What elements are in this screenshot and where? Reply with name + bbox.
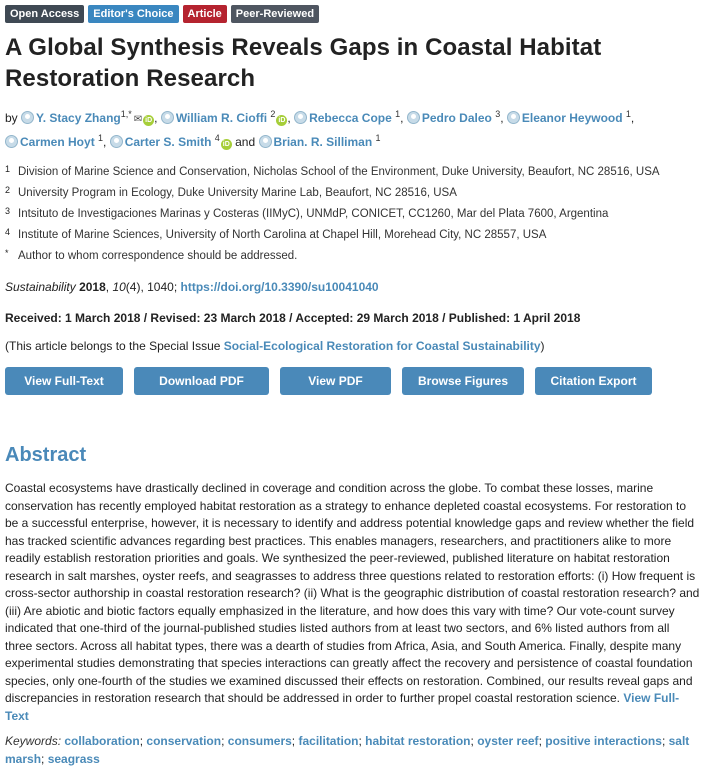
keyword-link[interactable]: conservation xyxy=(146,734,222,748)
author-sup: 1 xyxy=(98,133,104,143)
action-buttons xyxy=(5,367,700,395)
and-label: and xyxy=(235,135,256,149)
affiliation-item xyxy=(5,162,700,183)
badge-peer-reviewed[interactable]: Peer-Reviewed xyxy=(231,5,319,23)
citation-line: Sustainability 2018, 10(4), 1040; https://doi.org/10.3390/su10041040 xyxy=(5,280,379,294)
by-label: by xyxy=(5,111,18,125)
abstract-heading: Abstract xyxy=(5,444,87,466)
author-1[interactable] xyxy=(21,111,121,125)
keywords: Keywords: collaboration; conservation; consumers; facilitation; habitat restoration; oyster reef; positive interactions; salt marsh; seagrass xyxy=(5,734,690,766)
affiliation-text: Division of Marine Science and Conservation, Nicholas School of the Environment, Duke University, Beaufort, NC 28516, USA xyxy=(18,166,660,178)
affiliation-text: Intsituto de Investigaciones Marinas y Costeras (IIMyC), UNMdP, CONICET, CC1260, Mar del Plata 7600, Argentina xyxy=(18,208,609,220)
author-7[interactable] xyxy=(110,135,212,149)
affiliation-item xyxy=(5,246,700,267)
author-avatar-icon xyxy=(161,111,174,124)
author-name[interactable]: Pedro Daleo xyxy=(421,111,492,125)
affiliation-number: 1 xyxy=(5,164,11,174)
affiliation-number: 3 xyxy=(5,206,11,216)
download-pdf-button[interactable]: Download PDF xyxy=(134,367,269,395)
keyword-link[interactable]: habitat restoration xyxy=(365,734,471,748)
keyword-link[interactable]: positive interactions xyxy=(545,734,662,748)
author-sup: 4 xyxy=(214,133,220,143)
author-name[interactable]: William R. Cioffi xyxy=(175,111,268,125)
author-name[interactable]: Rebecca Cope xyxy=(309,111,392,125)
article-page xyxy=(5,5,700,768)
orcid-icon[interactable]: iD xyxy=(278,117,286,124)
author-3[interactable] xyxy=(294,111,392,125)
citation-volume: 10 xyxy=(112,280,126,294)
keyword-link[interactable]: seagrass xyxy=(47,752,100,766)
author-4[interactable] xyxy=(407,111,492,125)
citation-export-button[interactable]: Citation Export xyxy=(535,367,652,395)
affiliation-text: University Program in Ecology, Duke University Marine Lab, Beaufort, NC 28516, USA xyxy=(18,187,457,199)
abstract-body: Coastal ecosystems have drastically declined in coverage and condition across the globe. To combat these losses, marine conservation has recently employed habitat restoration as a strategy to enhance depleted coastal ecosystems. For restoration to be a successful enterprise, however, it is necessary to identify and address potential knowledge gaps and review whether the field has tracked scientific advances regarding best practices. This enables managers, researchers, and practitioners alike to more readily establish restoration priorities and goals. We synthesized the peer-reviewed, published literature on habitat restoration research in salt marshes, oyster reefs, and seagrasses to address three questions related to restoration efforts: (i) How frequent is cross-sector authorship in coastal restoration research? (ii) What is the geographic distribution of coastal restoration research? and (iii) Are abiotic and biotic factors equally emphasized in the literature, and how does this vary with time? Our vote-count survey indicated that one-third of the journal-published studies listed authors from at least two sectors, and 6% listed authors from all three sectors. Across all habitat types, there was a dearth of studies from Africa, Asia, and South America. Finally, despite many experimental studies demonstrating that species interactions can greatly affect the recovery and persistence of coastal foundation species, only one-fourth of the studies we examined discussed their effects on restoration. Combined, our results reveal gaps and discrepancies in restoration research that should be addressed in order to further propel coastal restoration science. xyxy=(5,481,700,705)
affiliations xyxy=(5,162,700,267)
affiliation-number: 2 xyxy=(5,185,11,195)
affiliation-text: Institute of Marine Sciences, University of North Carolina at Chapel Hill, Morehead City, NC 28557, USA xyxy=(18,229,547,241)
citation-issue-pages: (4), 1040; xyxy=(125,280,178,294)
author-avatar-icon xyxy=(21,111,34,124)
author-avatar-icon xyxy=(507,111,520,124)
author-6[interactable] xyxy=(5,135,95,149)
author-list: by Y. Stacy Zhang$^{1,*}$ ✉ iD , William R. Cioffi $^2$iD , Rebecca Cope $^1$, Pedro Daleo $^3$, Eleanor Heywood $^1$, Carmen Hoyt $^1$, Carter S. Smith $^4$iD and Brian. R. Silliman $^1$ xyxy=(5,109,635,149)
author-name[interactable]: Y. Stacy Zhang xyxy=(36,111,121,125)
keyword-link[interactable]: consumers xyxy=(227,734,292,748)
keyword-link[interactable]: collaboration xyxy=(64,734,140,748)
keyword-link[interactable]: oyster reef xyxy=(477,734,539,748)
badge-article: Article xyxy=(183,5,227,23)
author-avatar-icon xyxy=(110,135,123,148)
affiliation-number: 4 xyxy=(5,227,11,237)
author-avatar-icon xyxy=(5,135,18,148)
affiliation-item xyxy=(5,183,700,204)
view-pdf-button[interactable]: View PDF xyxy=(280,367,391,395)
orcid-icon[interactable]: iD xyxy=(145,117,153,124)
envelope-icon[interactable]: ✉ xyxy=(133,114,143,125)
affiliation-number: * xyxy=(5,248,9,258)
badge-open-access[interactable]: Open Access xyxy=(5,5,84,23)
publication-dates: Received: 1 March 2018 / Revised: 23 March 2018 / Accepted: 29 March 2018 / Published: 1 April 2018 xyxy=(5,311,581,325)
author-sup: 1 xyxy=(375,133,381,143)
author-name[interactable]: Brian. R. Silliman xyxy=(273,135,373,149)
affiliation-item xyxy=(5,204,700,225)
keywords-label: Keywords: xyxy=(5,734,62,748)
author-sup: 1 xyxy=(625,109,631,119)
author-name[interactable]: Eleanor Heywood xyxy=(521,111,623,125)
author-2[interactable] xyxy=(161,111,267,125)
journal-name: Sustainability xyxy=(5,280,76,294)
special-issue-prefix: (This article belongs to the Special Issue xyxy=(5,339,221,353)
abstract-text xyxy=(5,480,700,725)
article-title: A Global Synthesis Reveals Gaps in Coastal Habitat Restoration Research xyxy=(5,34,602,92)
author-sup: 2 xyxy=(270,109,276,119)
author-sup: 1,* xyxy=(120,109,132,119)
browse-figures-button[interactable]: Browse Figures xyxy=(402,367,524,395)
doi-link[interactable]: https://doi.org/10.3390/su10041040 xyxy=(180,280,379,294)
special-issue-note xyxy=(5,338,700,354)
affiliation-text: Author to whom correspondence should be addressed. xyxy=(18,250,298,262)
orcid-icon[interactable]: iD xyxy=(222,141,230,148)
special-issue-suffix: ) xyxy=(540,339,545,353)
affiliation-item xyxy=(5,225,700,246)
badges xyxy=(5,5,700,23)
author-8[interactable] xyxy=(259,135,373,149)
author-name[interactable]: Carter S. Smith xyxy=(124,135,212,149)
author-avatar-icon xyxy=(407,111,420,124)
special-issue-link[interactable]: Social-Ecological Restoration for Coastal Sustainability xyxy=(223,339,541,353)
author-5[interactable] xyxy=(507,111,623,125)
author-sup: 1 xyxy=(395,109,401,119)
abstract-full-text-link[interactable]: View Full-Text xyxy=(5,691,680,723)
author-sup: 3 xyxy=(495,109,501,119)
citation-year: 2018 xyxy=(79,280,106,294)
keyword-link[interactable]: facilitation xyxy=(298,734,359,748)
badge-editors-choice[interactable]: Editor's Choice xyxy=(88,5,178,23)
keyword-link[interactable]: salt marsh xyxy=(5,734,690,766)
view-full-text-button[interactable]: View Full-Text xyxy=(5,367,123,395)
author-avatar-icon xyxy=(259,135,272,148)
author-avatar-icon xyxy=(294,111,307,124)
author-name[interactable]: Carmen Hoyt xyxy=(20,135,95,149)
